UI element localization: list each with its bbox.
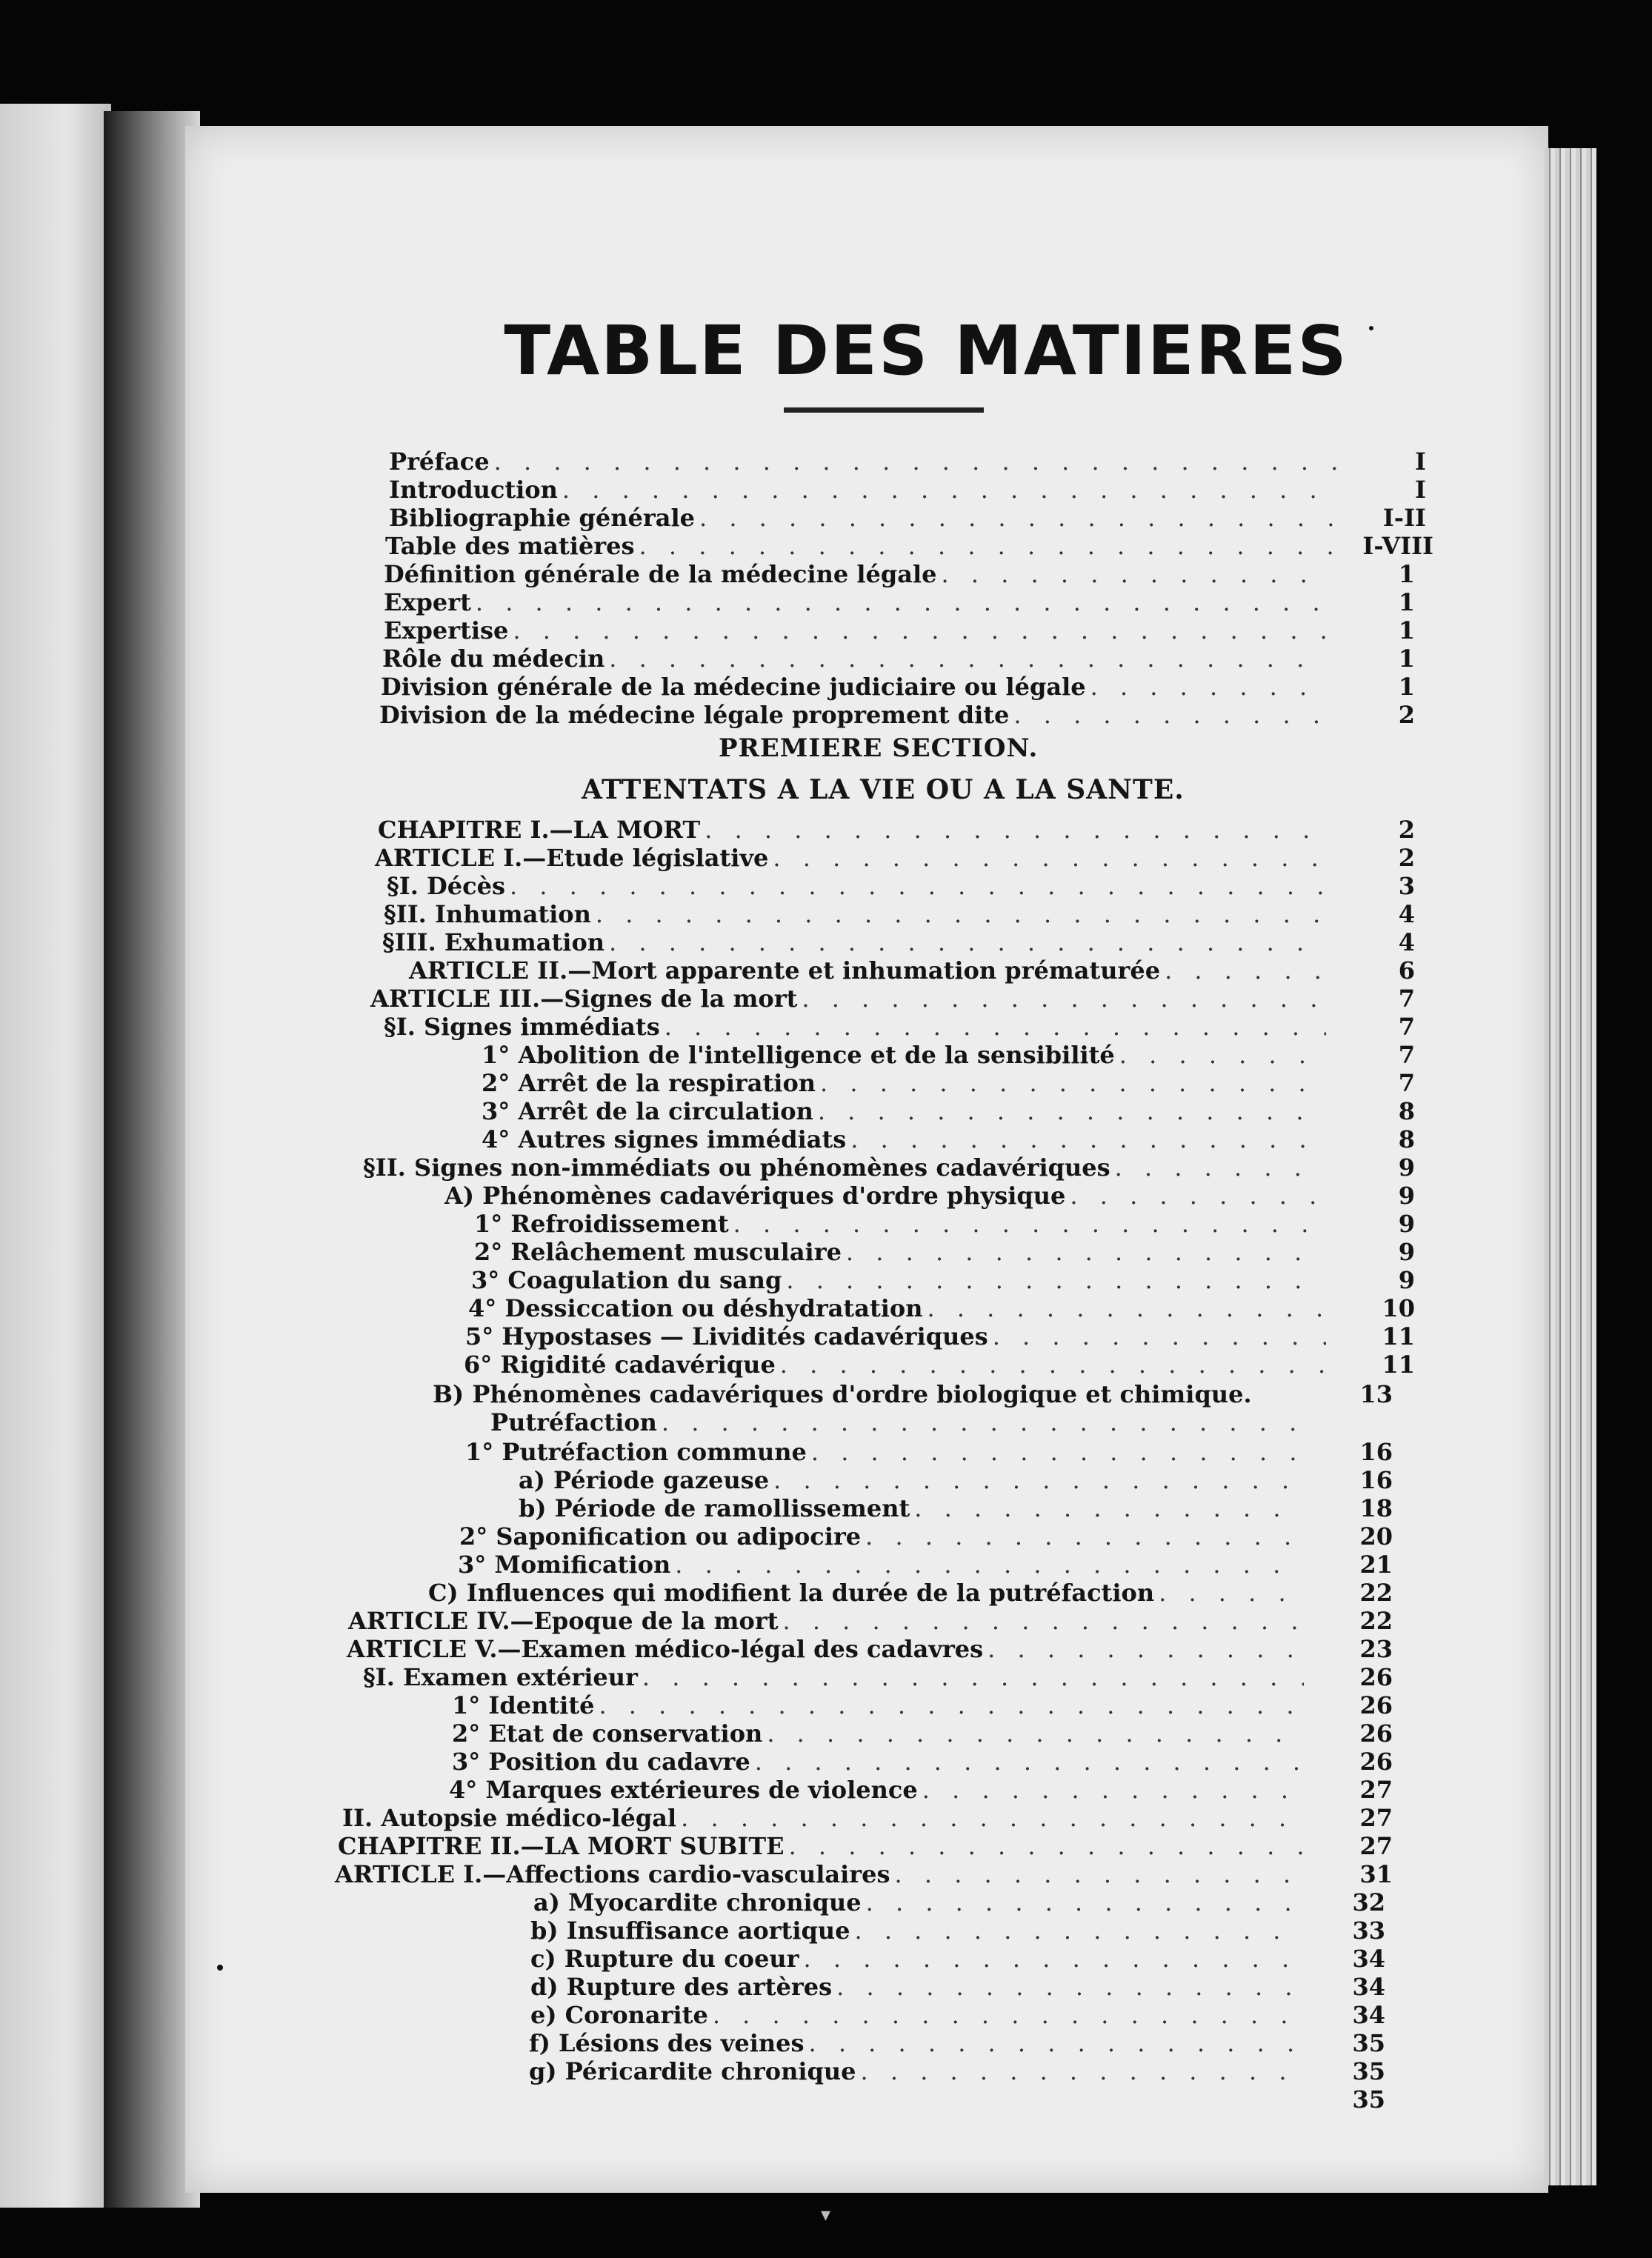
- toc-entry: [465, 1322, 1415, 1351]
- toc-page-number: 7: [1398, 1013, 1415, 1041]
- toc-entry-label: 1° Identité: [452, 1691, 595, 1719]
- dot-leader: [804, 1944, 1297, 1974]
- toc-entry: [363, 1153, 1415, 1182]
- toc-entry: [363, 1662, 1393, 1692]
- speck: [217, 1965, 223, 1971]
- toc-entry: [474, 1237, 1415, 1267]
- toc-entry: [389, 475, 1426, 504]
- toc-entry-label: §II. Signes non-immédiats ou phénomènes cadavériques: [363, 1153, 1110, 1182]
- dot-leader: [1115, 1153, 1326, 1182]
- toc-entry-label: Bibliographie générale: [389, 504, 695, 532]
- toc-entry: [490, 1408, 1304, 1437]
- dot-leader: [789, 1831, 1304, 1861]
- dot-leader: [675, 1550, 1304, 1579]
- toc-page-number: 1: [1398, 673, 1415, 701]
- dot-leader: [942, 559, 1327, 589]
- toc-entry-label: ARTICLE III.—Signes de la mort: [370, 985, 798, 1013]
- toc-page-number: I: [1415, 476, 1426, 504]
- dot-leader: [609, 927, 1326, 957]
- toc-entry: [381, 672, 1415, 702]
- toc-entry-label: §II. Inhumation: [384, 900, 591, 928]
- toc-entry-label: ARTICLE I.—Affections cardio-vasculaires: [335, 1860, 890, 1888]
- toc-page-number: 35: [1352, 2057, 1385, 2085]
- toc-entry: [449, 1775, 1393, 1805]
- toc-entry-label: e) Coronarite: [530, 2001, 708, 2029]
- toc-page-number: 11: [1382, 1351, 1415, 1379]
- toc-page-number: 11: [1382, 1322, 1415, 1351]
- toc-entry-label: Putréfaction: [490, 1408, 657, 1436]
- toc-page-number: 1: [1398, 560, 1415, 588]
- toc-entry: [389, 503, 1426, 533]
- toc-page-number: 18: [1359, 1494, 1393, 1522]
- page-title: TABLE DES MATIERES: [504, 311, 1348, 390]
- dot-leader: [914, 1493, 1304, 1523]
- toc-page-number: 22: [1359, 1579, 1393, 1607]
- toc-entry: [433, 1379, 1393, 1409]
- toc-entry: [384, 899, 1415, 929]
- toc-page-number: 2: [1398, 816, 1415, 844]
- dot-leader: [786, 1265, 1326, 1295]
- toc-page-number: 1: [1398, 616, 1415, 645]
- toc-entry-label: Table des matières: [385, 532, 635, 560]
- dot-leader: [922, 1775, 1304, 1805]
- toc-page-number: 2: [1398, 844, 1415, 872]
- dot-leader: [927, 1293, 1326, 1323]
- dot-leader: [1119, 1040, 1326, 1070]
- toc-entry: [530, 1972, 1385, 2002]
- toc-entry: [519, 1465, 1393, 1495]
- dot-leader: [494, 447, 1337, 476]
- dot-leader: [599, 1691, 1304, 1720]
- toc-entry: [375, 843, 1415, 873]
- toc-page-number: 8: [1398, 1097, 1415, 1125]
- toc-page-number: 10: [1382, 1294, 1415, 1322]
- toc-entry: [1259, 2085, 1385, 2114]
- toc-entry-label: §I. Examen extérieur: [363, 1663, 638, 1691]
- toc-entry-label: d) Rupture des artères: [530, 1973, 833, 2001]
- toc-page-number: 4: [1398, 900, 1415, 928]
- toc-entry-label: g) Péricardite chronique: [529, 2057, 856, 2085]
- toc-entry: [384, 1012, 1415, 1042]
- dot-leader: [733, 1209, 1326, 1239]
- dot-leader: [854, 1916, 1296, 1945]
- toc-entry-label: Préface: [389, 447, 490, 476]
- toc-entry: [428, 1578, 1393, 1608]
- toc-entry-label: Expertise: [384, 616, 509, 645]
- dot-leader: [846, 1237, 1326, 1267]
- toc-page-number: 16: [1359, 1438, 1393, 1466]
- toc-entry-label: CHAPITRE I.—LA MORT: [378, 816, 701, 844]
- toc-page-number: 34: [1352, 1973, 1385, 2001]
- toc-entry: [529, 2056, 1385, 2086]
- dot-leader: [1013, 700, 1326, 730]
- toc-entry: [464, 1350, 1415, 1379]
- toc-entry-label: 4° Marques extérieures de violence: [449, 1776, 918, 1804]
- toc-entry-label: 3° Arrêt de la circulation: [482, 1097, 813, 1125]
- toc-entry-label: 2° Relâchement musculaire: [474, 1238, 842, 1266]
- dot-leader: [865, 1522, 1304, 1551]
- toc-entry-label: §I. Décès: [387, 872, 505, 900]
- dot-leader: [662, 1408, 1304, 1437]
- dot-leader: [1159, 1578, 1304, 1608]
- toc-entry-label: C) Influences qui modifient la durée de la putréfaction: [428, 1579, 1155, 1607]
- bottom-mark: ▾: [821, 2204, 831, 2226]
- toc-entry: [384, 587, 1415, 617]
- dot-leader: [1070, 1181, 1326, 1210]
- toc-entry-label: ARTICLE IV.—Epoque de la mort: [348, 1607, 779, 1635]
- toc-entry-label: 4° Dessiccation ou déshydratation: [468, 1294, 923, 1322]
- toc-page-number: 26: [1359, 1663, 1393, 1691]
- dot-leader: [993, 1322, 1326, 1351]
- toc-entry-label: a) Période gazeuse: [519, 1466, 770, 1494]
- toc-page-number: 21: [1359, 1551, 1393, 1579]
- toc-entry-label: ARTICLE I.—Etude législative: [375, 844, 769, 872]
- toc-page-number: 34: [1352, 1945, 1385, 1973]
- toc-entry: [387, 871, 1415, 901]
- toc-entry: [482, 1040, 1415, 1070]
- toc-page-number: I-II: [1382, 504, 1426, 532]
- toc-entry-label: b) Période de ramollissement: [519, 1494, 910, 1522]
- dot-leader: [1090, 672, 1326, 702]
- toc-entry: [474, 1209, 1415, 1239]
- toc-page-number: 26: [1359, 1691, 1393, 1719]
- dot-leader: [818, 1096, 1326, 1126]
- toc-entry-label: 2° Arrêt de la respiration: [482, 1069, 816, 1097]
- toc-page-number: 34: [1352, 2001, 1385, 2029]
- toc-entry: [529, 2028, 1385, 2058]
- toc-entry-label: c) Rupture du coeur: [530, 1945, 799, 1973]
- toc-page-number: 2: [1398, 701, 1415, 729]
- toc-entry: [459, 1522, 1393, 1551]
- toc-page-number: 3: [1398, 872, 1415, 900]
- toc-page-number: 4: [1398, 928, 1415, 956]
- toc-entry: [468, 1293, 1415, 1323]
- toc-page-number: 9: [1398, 1182, 1415, 1210]
- toc-entry-label: f) Lésions des veines: [529, 2029, 805, 2057]
- toc-entry: [482, 1068, 1415, 1098]
- dot-leader: [476, 587, 1326, 617]
- dot-leader: [773, 843, 1326, 873]
- toc-page-number: 27: [1359, 1804, 1393, 1832]
- dot-leader: [513, 616, 1326, 645]
- toc-entry: [458, 1550, 1393, 1579]
- toc-entry-label: Division générale de la médecine judiciaire ou légale: [381, 673, 1086, 701]
- toc-entry: [533, 1888, 1385, 1917]
- toc-entry: [348, 1606, 1393, 1636]
- toc-entry: [342, 1803, 1393, 1833]
- dot-leader: [642, 1662, 1304, 1692]
- toc-page-number: 33: [1352, 1916, 1385, 1945]
- toc-entry-label: 1° Refroidissement: [474, 1210, 729, 1238]
- toc-page-number: 6: [1398, 956, 1415, 985]
- toc-entry-label: CHAPITRE II.—LA MORT SUBITE: [338, 1832, 785, 1860]
- toc-entry: [379, 700, 1415, 730]
- toc-entry: [519, 1493, 1393, 1523]
- toc-entry-label: 3° Position du cadavre: [452, 1748, 750, 1776]
- toc-page-number: I-VIII: [1362, 532, 1433, 560]
- dot-leader: [681, 1803, 1304, 1833]
- toc-entry-label: II. Autopsie médico-légal: [342, 1804, 677, 1832]
- toc-page-number: 31: [1359, 1860, 1393, 1888]
- toc-entry-label: ARTICLE V.—Examen médico-légal des cadavres: [347, 1635, 984, 1663]
- toc-entry-label: a) Myocardite chronique: [533, 1888, 862, 1916]
- dot-leader: [699, 503, 1337, 533]
- toc-entry-label: 2° Etat de conservation: [452, 1719, 763, 1748]
- toc-page-number: 9: [1398, 1210, 1415, 1238]
- toc-entry-label: 2° Saponification ou adipocire: [459, 1522, 862, 1551]
- dot-leader: [1165, 956, 1326, 985]
- toc-entry-label: Division de la médecine légale proprement dite: [379, 701, 1010, 729]
- toc-page-number: 20: [1359, 1522, 1393, 1551]
- toc-entry: [452, 1719, 1393, 1748]
- dot-leader: [808, 2028, 1296, 2058]
- toc-page-number: 1: [1398, 588, 1415, 616]
- toc-page-number: 27: [1359, 1776, 1393, 1804]
- toc-entry: [482, 1096, 1415, 1126]
- dot-leader: [782, 1606, 1304, 1636]
- toc-entry-label: Définition générale de la médecine légale: [384, 560, 937, 588]
- toc-page-number: 23: [1359, 1635, 1393, 1663]
- toc-entry: [347, 1634, 1393, 1664]
- toc-entry: [530, 2000, 1385, 2030]
- toc-page-number: 35: [1352, 2029, 1385, 2057]
- toc-page-number: 32: [1352, 1888, 1385, 1916]
- dot-leader: [755, 1747, 1304, 1776]
- dot-leader: [811, 1437, 1304, 1467]
- toc-entry: [444, 1181, 1415, 1210]
- toc-entry: [338, 1831, 1393, 1861]
- section-subheading: ATTENTATS A LA VIE OU A LA SANTE.: [582, 774, 1185, 805]
- speck: [1369, 326, 1373, 330]
- toc-entry: [378, 815, 1415, 845]
- toc-entry: [465, 1437, 1393, 1467]
- section-heading: PREMIERE SECTION.: [719, 733, 1039, 763]
- toc-entry-label: 5° Hypostases — Lividités cadavériques: [465, 1322, 988, 1351]
- toc-entry: [382, 644, 1415, 673]
- toc-entry: [389, 447, 1426, 476]
- toc-entry: [335, 1859, 1393, 1889]
- dot-leader: [820, 1068, 1326, 1098]
- toc-entry: [385, 531, 1433, 561]
- toc-entry-label: A) Phénomènes cadavériques d'ordre physique: [444, 1182, 1066, 1210]
- toc-entry: [370, 984, 1415, 1013]
- toc-page-number: 9: [1398, 1266, 1415, 1294]
- toc-entry-label: 3° Coagulation du sang: [471, 1266, 782, 1294]
- toc-entry: [530, 1944, 1385, 1974]
- toc-entry-label: Rôle du médecin: [382, 645, 605, 673]
- toc-page-number: 7: [1398, 1041, 1415, 1069]
- toc-entry-label: 6° Rigidité cadavérique: [464, 1351, 776, 1379]
- toc-entry-label: 3° Momification: [458, 1551, 671, 1579]
- toc-entry-label: b) Insuffisance aortique: [530, 1916, 850, 1945]
- toc-entry-label: §III. Exhumation: [382, 928, 605, 956]
- toc-entry-label: 1° Abolition de l'intelligence et de la sensibilité: [482, 1041, 1115, 1069]
- toc-entry: [384, 616, 1415, 645]
- dot-leader: [665, 1012, 1326, 1042]
- toc-page-number: 22: [1359, 1607, 1393, 1635]
- toc-entry-label: 4° Autres signes immédiats: [482, 1125, 847, 1153]
- toc-entry: [409, 956, 1415, 985]
- dot-leader: [609, 644, 1326, 673]
- toc-entry: [384, 559, 1415, 589]
- toc-entry: [382, 927, 1415, 957]
- toc-entry: [452, 1691, 1393, 1720]
- toc-entry-label: §I. Signes immédiats: [384, 1013, 660, 1041]
- dot-leader: [705, 815, 1326, 845]
- dot-leader: [895, 1859, 1305, 1889]
- dot-leader: [639, 531, 1345, 561]
- toc-entry-label: 1° Putréfaction commune: [465, 1438, 807, 1466]
- dot-leader: [510, 871, 1326, 901]
- toc-page-number: 26: [1359, 1748, 1393, 1776]
- dot-leader: [713, 2000, 1296, 2030]
- dot-leader: [596, 899, 1326, 929]
- toc-page-number: 9: [1398, 1153, 1415, 1182]
- toc-entry: [530, 1916, 1385, 1945]
- dot-leader: [802, 984, 1326, 1013]
- toc-entry: [471, 1265, 1415, 1295]
- dot-leader: [861, 2056, 1297, 2086]
- toc-page-number: 7: [1398, 1069, 1415, 1097]
- dot-leader: [987, 1634, 1304, 1664]
- toc-entry-label: B) Phénomènes cadavériques d'ordre biologique et chimique.: [433, 1380, 1252, 1408]
- dot-leader: [767, 1719, 1304, 1748]
- toc-entry: [452, 1747, 1393, 1776]
- toc-page-number: 26: [1359, 1719, 1393, 1748]
- dot-leader: [866, 1888, 1296, 1917]
- toc-page-number: I: [1415, 447, 1426, 476]
- dot-leader: [850, 1125, 1326, 1154]
- dot-leader: [836, 1972, 1296, 2002]
- dot-leader: [780, 1350, 1326, 1379]
- toc-page-number: 8: [1398, 1125, 1415, 1153]
- toc-page-number: 1: [1398, 645, 1415, 673]
- toc-page-number: 16: [1359, 1466, 1393, 1494]
- toc-entry-label: Introduction: [389, 476, 558, 504]
- toc-page-number: 9: [1398, 1238, 1415, 1266]
- toc-page-number: 7: [1398, 985, 1415, 1013]
- toc-page-number: 27: [1359, 1832, 1393, 1860]
- toc-entry-label: ARTICLE II.—Mort apparente et inhumation prématurée: [409, 956, 1161, 985]
- toc-page-number: 13: [1359, 1380, 1393, 1408]
- toc-page-number: 35: [1352, 2085, 1385, 2114]
- dot-leader: [562, 475, 1337, 504]
- dot-leader: [773, 1465, 1304, 1495]
- toc-entry: [482, 1125, 1415, 1154]
- toc-entry-label: Expert: [384, 588, 471, 616]
